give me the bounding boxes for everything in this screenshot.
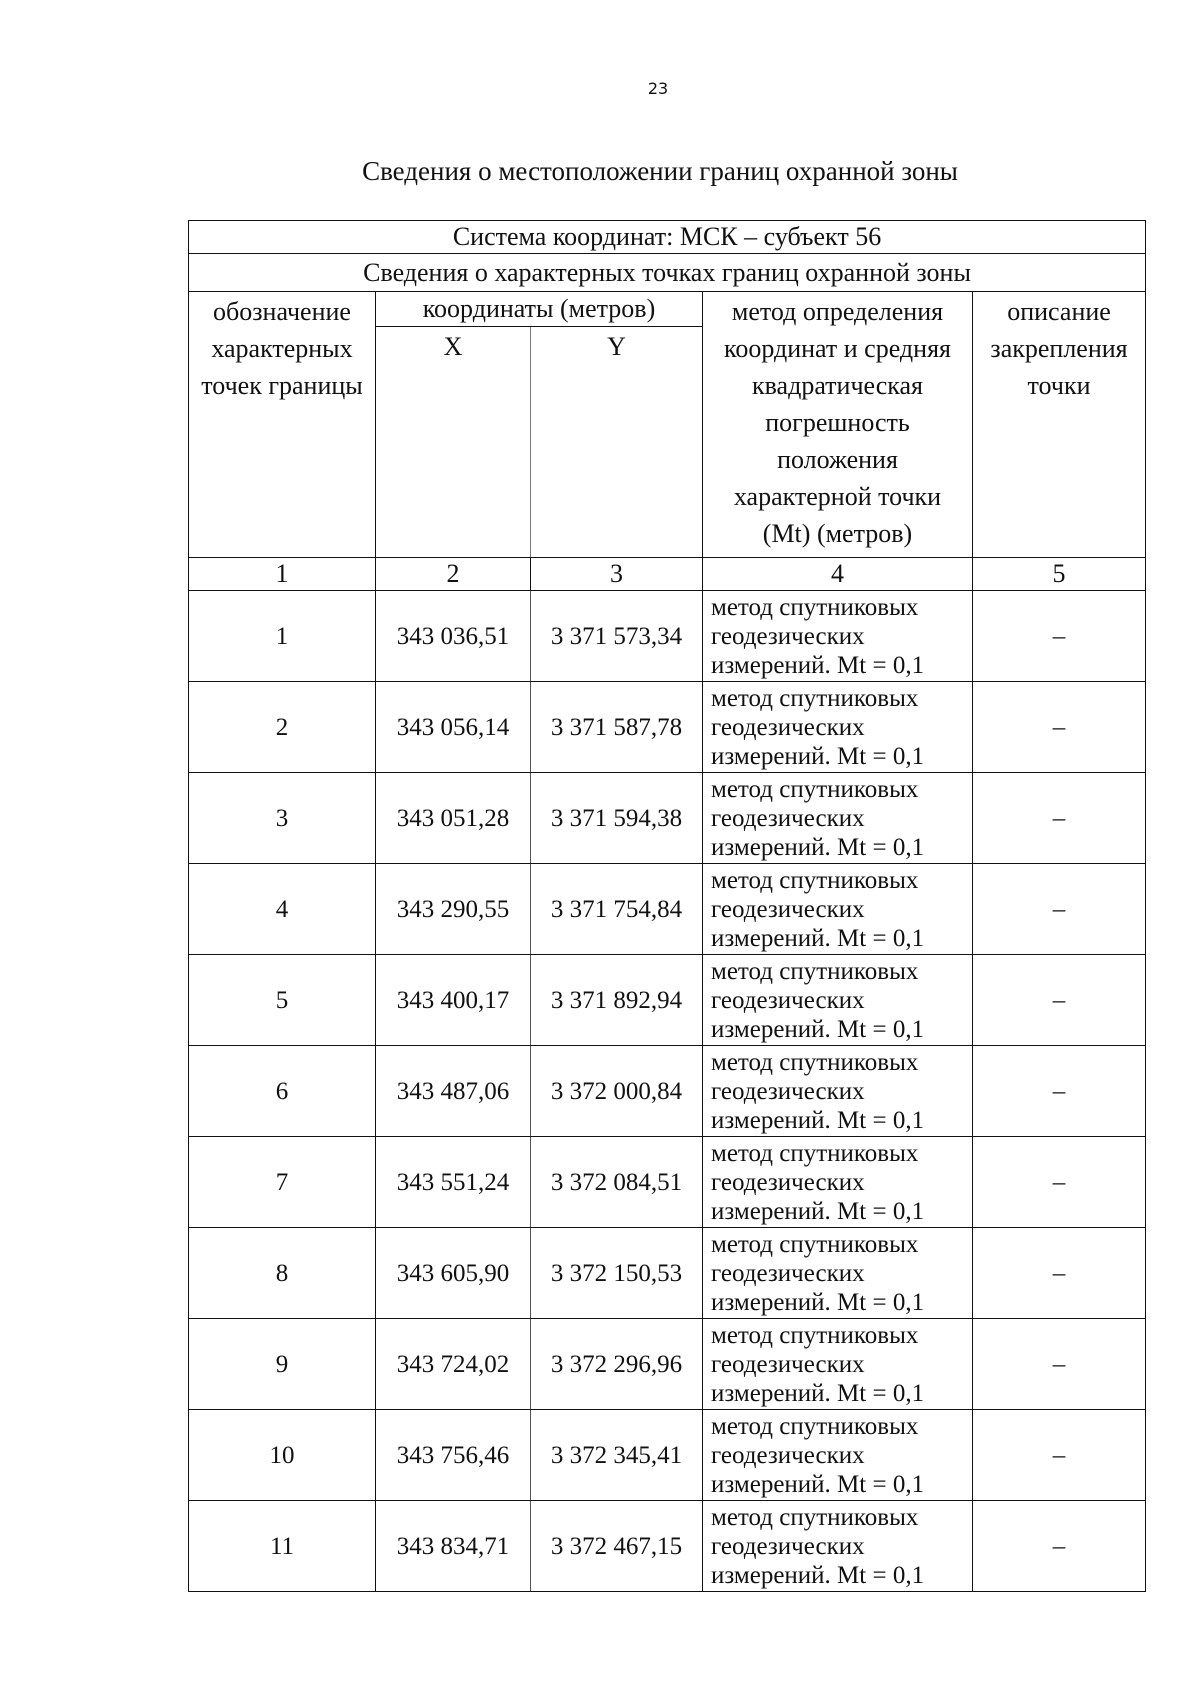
coord-y-cell: 3 372 084,51 <box>531 1137 703 1228</box>
method-cell: метод спутниковых геодезических измерений. Mt = 0,1 <box>703 1319 973 1410</box>
point-number-cell: 1 <box>189 591 376 682</box>
header-point-designation: обозначение характерных точек границы <box>189 292 376 558</box>
table-row <box>189 1046 1146 1137</box>
method-cell: метод спутниковых геодезических измерений. Mt = 0,1 <box>703 955 973 1046</box>
coord-x-cell: 343 487,06 <box>376 1046 531 1137</box>
point-number-cell: 11 <box>189 1501 376 1592</box>
table-row <box>189 1410 1146 1501</box>
method-cell: метод спутниковых геодезических измерений. Mt = 0,1 <box>703 1046 973 1137</box>
coordinate-system-row <box>189 221 1146 254</box>
coord-x-cell: 343 724,02 <box>376 1319 531 1410</box>
point-number-cell: 2 <box>189 682 376 773</box>
coord-y-cell: 3 372 467,15 <box>531 1501 703 1592</box>
column-numbers-row <box>189 558 1146 591</box>
point-number-cell: 4 <box>189 864 376 955</box>
coord-y-cell: 3 372 345,41 <box>531 1410 703 1501</box>
coord-y-cell: 3 371 892,94 <box>531 955 703 1046</box>
header-coordinates: координаты (метров) <box>376 292 703 327</box>
coord-x-cell: 343 051,28 <box>376 773 531 864</box>
table-row <box>189 591 1146 682</box>
coord-y-cell: 3 371 594,38 <box>531 773 703 864</box>
coord-x-cell: 343 605,90 <box>376 1228 531 1319</box>
coord-y-cell: 3 371 573,34 <box>531 591 703 682</box>
header-fixing-description: описание закрепления точки <box>973 292 1146 558</box>
page-title: Сведения о местоположении границ охранной зоны <box>362 156 958 186</box>
header-method: метод определения координат и средняя квадратическая погрешность положения характерной точки (Mt) (метров) <box>703 292 973 558</box>
coord-y-cell: 3 371 587,78 <box>531 682 703 773</box>
table-row <box>189 773 1146 864</box>
boundary-points-table <box>188 220 1146 1592</box>
coord-x-cell: 343 290,55 <box>376 864 531 955</box>
fixing-description-cell: – <box>973 955 1146 1046</box>
table-row <box>189 1501 1146 1592</box>
column-number: 2 <box>376 558 531 591</box>
method-cell: метод спутниковых геодезических измерений. Mt = 0,1 <box>703 864 973 955</box>
fixing-description-cell: – <box>973 1046 1146 1137</box>
coord-x-cell: 343 756,46 <box>376 1410 531 1501</box>
fixing-description-cell: – <box>973 1228 1146 1319</box>
column-number: 4 <box>703 558 973 591</box>
column-number: 3 <box>531 558 703 591</box>
point-number-cell: 7 <box>189 1137 376 1228</box>
method-cell: метод спутниковых геодезических измерений. Mt = 0,1 <box>703 1410 973 1501</box>
fixing-description-cell: – <box>973 1137 1146 1228</box>
column-number: 5 <box>973 558 1146 591</box>
table-row <box>189 955 1146 1046</box>
coord-x-cell: 343 400,17 <box>376 955 531 1046</box>
coord-x-cell: 343 036,51 <box>376 591 531 682</box>
coord-y-cell: 3 372 150,53 <box>531 1228 703 1319</box>
coord-x-cell: 343 056,14 <box>376 682 531 773</box>
table-subtitle-row <box>189 254 1146 292</box>
header-x: X <box>376 327 531 558</box>
table-subtitle-cell: Сведения о характерных точках границ охранной зоны <box>189 254 1146 292</box>
method-cell: метод спутниковых геодезических измерений. Mt = 0,1 <box>703 1501 973 1592</box>
fixing-description-cell: – <box>973 1410 1146 1501</box>
method-cell: метод спутниковых геодезических измерений. Mt = 0,1 <box>703 1228 973 1319</box>
coord-x-cell: 343 551,24 <box>376 1137 531 1228</box>
column-number: 1 <box>189 558 376 591</box>
point-number-cell: 3 <box>189 773 376 864</box>
point-number-cell: 8 <box>189 1228 376 1319</box>
fixing-description-cell: – <box>973 864 1146 955</box>
fixing-description-cell: – <box>973 1319 1146 1410</box>
point-number-cell: 10 <box>189 1410 376 1501</box>
fixing-description-cell: – <box>973 682 1146 773</box>
table-row <box>189 682 1146 773</box>
header-row <box>189 292 1146 327</box>
fixing-description-cell: – <box>973 1501 1146 1592</box>
coord-x-cell: 343 834,71 <box>376 1501 531 1592</box>
fixing-description-cell: – <box>973 591 1146 682</box>
table-row <box>189 1319 1146 1410</box>
fixing-description-cell: – <box>973 773 1146 864</box>
table-row <box>189 864 1146 955</box>
coord-y-cell: 3 372 296,96 <box>531 1319 703 1410</box>
point-number-cell: 6 <box>189 1046 376 1137</box>
method-cell: метод спутниковых геодезических измерений. Mt = 0,1 <box>703 1137 973 1228</box>
table-row <box>189 1137 1146 1228</box>
point-number-cell: 9 <box>189 1319 376 1410</box>
point-number-cell: 5 <box>189 955 376 1046</box>
table-row <box>189 1228 1146 1319</box>
coord-y-cell: 3 371 754,84 <box>531 864 703 955</box>
method-cell: метод спутниковых геодезических измерений. Mt = 0,1 <box>703 682 973 773</box>
method-cell: метод спутниковых геодезических измерений. Mt = 0,1 <box>703 591 973 682</box>
header-y: Y <box>531 327 703 558</box>
coordinate-system-cell: Система координат: МСК – субъект 56 <box>189 221 1146 254</box>
page-number: 23 <box>647 79 669 98</box>
method-cell: метод спутниковых геодезических измерений. Mt = 0,1 <box>703 773 973 864</box>
coord-y-cell: 3 372 000,84 <box>531 1046 703 1137</box>
